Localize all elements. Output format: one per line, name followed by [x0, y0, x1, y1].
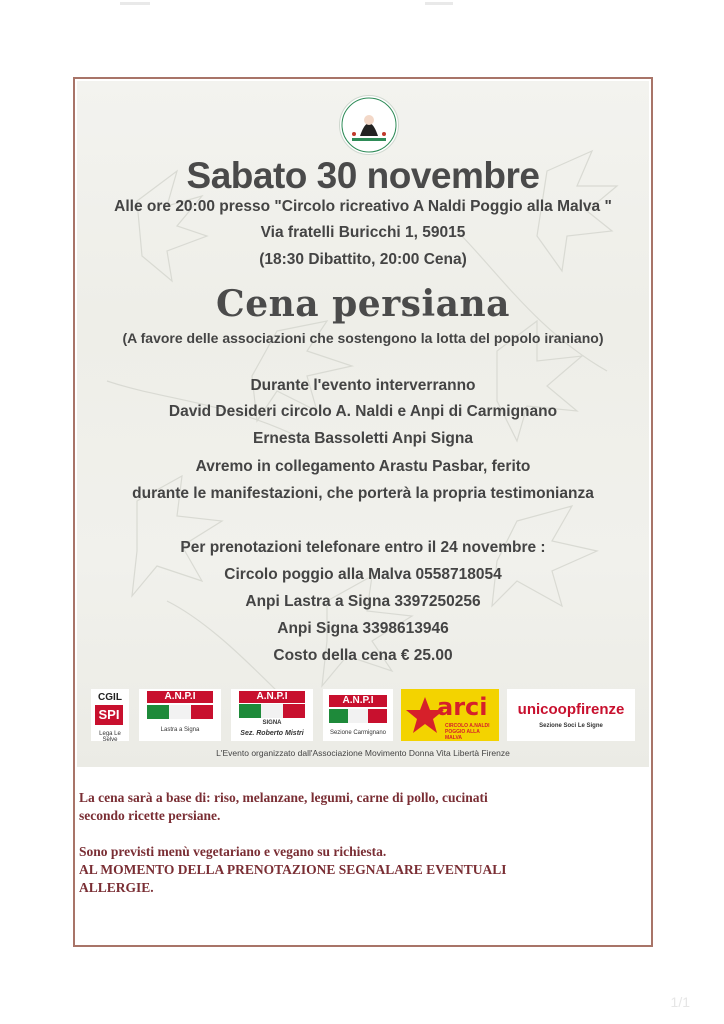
poster: [77, 81, 649, 767]
logo-emblem-icon: [340, 96, 398, 154]
anpi-caption: Sezione Carmignano: [329, 730, 387, 736]
venue-line: Alle ore 20:00 presso "Circolo ricreativo A Naldi Poggio alla Malva ": [114, 198, 612, 215]
event-subtitle: (A favore delle associazioni che sostengono la lotta del popolo iraniano): [122, 330, 604, 346]
event-date-title: Sabato 30 novembre: [186, 155, 540, 196]
cgil-spi-logo: [91, 689, 129, 741]
speakers-line: durante le manifestazioni, che porterà la propria testimonianza: [132, 485, 594, 502]
sponsor-logos: [77, 689, 649, 747]
unicoop-firenze-logo: [507, 689, 635, 741]
anpi-place: SIGNA: [262, 720, 282, 726]
donna-vita-liberta-logo: [339, 95, 399, 155]
arci-logo: [401, 689, 499, 741]
flag-icon: [147, 705, 213, 719]
scan-mark: [120, 2, 150, 5]
allergy-line: AL MOMENTO DELLA PRENOTAZIONE SEGNALARE EVENTUALI: [79, 862, 507, 877]
address-line: Via fratelli Buricchi 1, 59015: [260, 224, 466, 241]
arci-text: arci: [437, 693, 488, 721]
notes-section: [79, 789, 639, 915]
schedule-line: (18:30 Dibattito, 20:00 Cena): [259, 251, 467, 268]
speakers-line: Ernesta Bassoletti Anpi Signa: [253, 430, 473, 447]
unicoop-text: unicoopfirenze: [517, 701, 625, 718]
speakers-line: Durante l'evento interverranno: [250, 377, 476, 394]
speakers-line: Avremo in collegamento Arastu Pasbar, ferito: [195, 458, 531, 475]
flag-icon: [329, 709, 387, 723]
allergy-line: ALLERGIE.: [79, 880, 154, 895]
page-number: 1/1: [670, 994, 690, 1010]
speakers-line: David Desideri circolo A. Naldi e Anpi di Carmignano: [168, 403, 558, 420]
anpi-lastra-logo: [139, 689, 221, 741]
organizer-line: L'Evento organizzato dall'Associazione Movimento Donna Vita Libertà Firenze: [216, 748, 510, 758]
anpi-carmignano-logo: [323, 689, 393, 741]
anpi-signa-logo: [231, 689, 313, 741]
booking-line: Anpi Signa 3398613946: [277, 620, 449, 637]
flyer-frame: [73, 77, 653, 947]
scan-mark: [425, 2, 453, 5]
flag-icon: [239, 704, 305, 718]
anpi-text: A.N.P.I: [147, 691, 213, 703]
veg-line: Sono previsti menù vegetariano e vegano su richiesta.: [79, 844, 387, 859]
cgil-text: CGIL: [98, 692, 122, 703]
spi-text: SPI: [95, 705, 123, 725]
anpi-caption: Sez. Roberto Mistri: [240, 730, 304, 737]
menu-line: secondo ricette persiane.: [79, 808, 221, 823]
unicoop-caption: Sezione Soci Le Signe: [539, 723, 603, 729]
arci-caption: CIRCOLO A.NALDI POGGIO ALLA MALVA: [445, 723, 490, 741]
booking-line: Costo della cena € 25.00: [273, 647, 453, 664]
booking-line: Per prenotazioni telefonare entro il 24 novembre :: [180, 539, 546, 556]
event-name: Cena persiana: [216, 283, 510, 325]
booking-line: Circolo poggio alla Malva 0558718054: [224, 566, 502, 583]
anpi-text: A.N.P.I: [329, 695, 387, 707]
cgil-caption: Lega Le Selve: [99, 731, 121, 743]
booking-line: Anpi Lastra a Signa 3397250256: [245, 593, 481, 610]
anpi-caption: Lastra a Signa: [160, 727, 200, 733]
menu-line: La cena sarà a base di: riso, melanzane, legumi, carne di pollo, cucinati: [79, 790, 488, 805]
anpi-text: A.N.P.I: [239, 691, 305, 703]
